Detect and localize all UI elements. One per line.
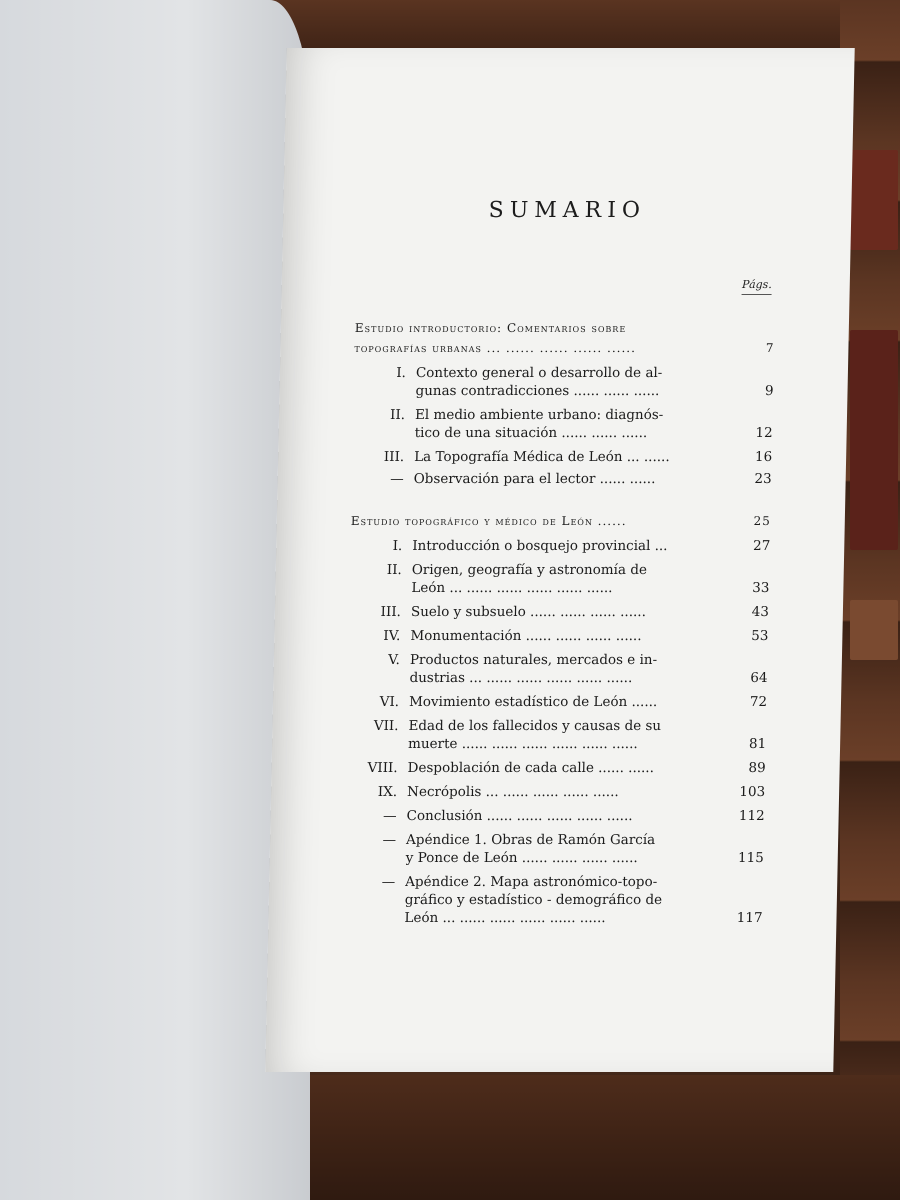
- entry-line: gunas contradicciones ...... ...... ......: [415, 383, 660, 399]
- page-number: 9: [764, 383, 774, 399]
- section-heading: [351, 511, 771, 531]
- toc-entry: [352, 448, 772, 466]
- toc-entry: [348, 627, 768, 645]
- entry-line: Conclusión ...... ...... ...... ...... ......: [406, 808, 633, 824]
- entry-line: Apéndice 2. Mapa astronómico-topo-: [405, 874, 658, 890]
- entry-number: IX.: [377, 784, 398, 800]
- toc-entry: [347, 651, 768, 687]
- entry-number: VI.: [379, 694, 400, 710]
- toc-entry: [342, 873, 763, 927]
- page-number: 64: [750, 670, 768, 686]
- entry-number: —: [382, 832, 397, 848]
- page-number: 16: [754, 449, 773, 465]
- entry-number: V.: [388, 652, 401, 668]
- page-number: 117: [736, 910, 763, 926]
- entry-number: I.: [392, 538, 403, 554]
- entry-line: gráfico y estadístico - demográfico de: [404, 892, 663, 908]
- entry-number: VIII.: [367, 760, 398, 776]
- page-number: 33: [752, 580, 770, 596]
- toc-entry: [344, 831, 765, 867]
- entry-line: La Topografía Médica de León ... ......: [413, 449, 670, 465]
- toc-section-2: [342, 511, 771, 927]
- entry-number: II.: [389, 407, 406, 423]
- entry-line: Apéndice 1. Obras de Ramón García: [405, 832, 656, 848]
- entry-line: Edad de los fallecidos y causas de su: [408, 718, 662, 734]
- page-number: 72: [749, 694, 768, 710]
- entry-line: Productos naturales, mercados e in-: [409, 652, 658, 668]
- page-number: 25: [753, 514, 771, 528]
- toc-entry: [352, 406, 773, 442]
- entry-line: y Ponce de León ...... ...... ...... ......: [405, 850, 638, 866]
- entry-number: III.: [380, 604, 402, 620]
- entry-line: Origen, geografía y astronomía de: [411, 562, 648, 578]
- entry-number: —: [390, 471, 404, 487]
- section-heading-line: Estudio introductorio: Comentarios sobre: [354, 321, 627, 335]
- toc-entry: [353, 364, 774, 400]
- page-number: 112: [738, 808, 765, 824]
- entry-line: Contexto general o desarrollo de al-: [415, 365, 663, 381]
- entry-number: II.: [386, 562, 402, 578]
- page-number: 115: [737, 850, 764, 866]
- entry-number: IV.: [383, 628, 401, 644]
- toc-entry: [350, 537, 770, 555]
- toc-entry: [347, 693, 767, 711]
- entry-line: Suelo y subsuelo ...... ...... ...... ......: [410, 604, 647, 620]
- page-title: SUMARIO: [488, 198, 647, 223]
- page-number: 43: [751, 604, 770, 620]
- toc-entry: [345, 783, 765, 801]
- entry-line: León ... ...... ...... ...... ...... ......: [404, 910, 606, 926]
- toc-entry: [346, 717, 767, 753]
- entry-line: Monumentación ...... ...... ...... ......: [410, 628, 642, 644]
- page-number: 53: [751, 628, 769, 644]
- page-number: 89: [748, 760, 766, 776]
- entry-line: dustrias ... ...... ...... ...... ...... ......: [409, 670, 633, 686]
- toc-entry: [349, 561, 770, 597]
- entry-line: Observación para el lector ...... ......: [413, 471, 656, 487]
- entry-number: —: [382, 808, 397, 824]
- entry-number: I.: [396, 365, 407, 381]
- shelf-book: [850, 330, 898, 550]
- page-number: 27: [752, 538, 771, 554]
- entry-line: León ... ...... ...... ...... ...... ......: [411, 580, 613, 596]
- toc-section-1: [352, 318, 776, 488]
- entry-number: —: [381, 874, 396, 890]
- page-number: 81: [748, 736, 767, 752]
- toc-entry: [345, 759, 765, 777]
- left-page: [0, 0, 310, 1200]
- entry-line: Introducción o bosquejo provincial ...: [412, 538, 668, 554]
- entry-line: tico de una situación ...... ...... ......: [414, 425, 648, 441]
- section-heading-line: Estudio topográfico y médico de León ......: [350, 514, 627, 528]
- toc-entry: [344, 807, 764, 825]
- entry-number: VII.: [373, 718, 399, 734]
- page-number: 7: [765, 341, 775, 355]
- page-number: 23: [754, 471, 772, 487]
- entry-line: El medio ambiente urbano: diagnós-: [414, 407, 664, 423]
- pages-column-label: Págs.: [742, 278, 772, 295]
- shelf-book: [850, 600, 898, 660]
- entry-line: Movimiento estadístico de León ......: [408, 694, 658, 710]
- shelf-book: [850, 150, 898, 250]
- entry-line: Necrópolis ... ...... ...... ...... ......: [406, 784, 619, 800]
- entry-line: muerte ...... ...... ...... ...... ...... ......: [407, 736, 638, 752]
- entry-number: III.: [383, 449, 405, 465]
- toc-entry: [352, 470, 772, 488]
- page-number: 12: [755, 425, 773, 441]
- toc-entry: [349, 603, 769, 621]
- section-heading: [354, 318, 775, 358]
- section-heading-line: topografías urbanas ... ...... ...... ...... ......: [354, 341, 637, 355]
- entry-line: Despoblación de cada calle ...... ......: [407, 760, 655, 776]
- page-number: 103: [739, 784, 766, 800]
- book-page: [265, 48, 854, 1072]
